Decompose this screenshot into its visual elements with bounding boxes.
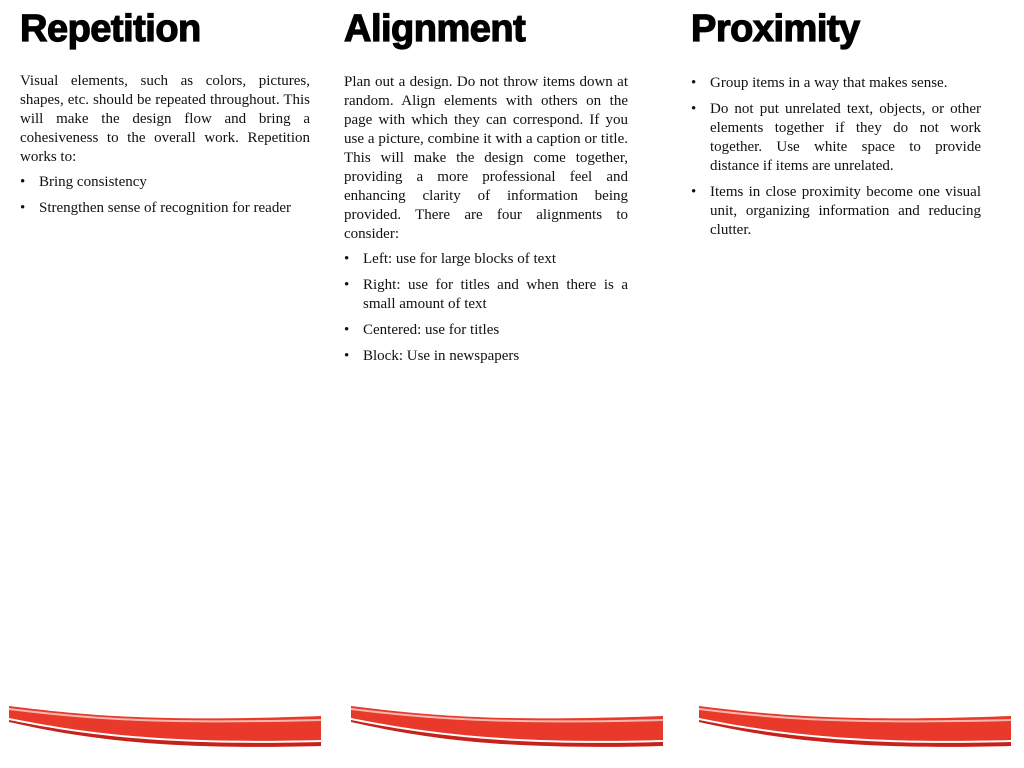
bullet-text: Items in close proximity become one visual unit, organizing information and reducing clutter. [710,184,981,238]
bullet-icon: • [20,200,26,216]
list-item [344,250,628,269]
bullet-text: Block: Use in newspapers [363,348,520,364]
column-proximity [691,0,981,247]
list-item [20,173,310,192]
repetition-bullet-list [20,173,310,218]
column-repetition [20,0,310,225]
list-item [691,100,981,176]
bullet-icon: • [691,184,697,200]
red-wave-decoration [351,700,663,750]
wave-band [351,706,663,741]
list-item [344,321,628,340]
heading-proximity: Proximity [691,8,860,50]
bullet-text: Left: use for large blocks of text [363,251,556,267]
list-item [691,74,981,93]
alignment-body: Plan out a design. Do not throw items down at random. Align elements with others on the page with which they can correspond. If you use a picture, combine it with a caption or title. This will make the design come together, providing a more professional feel and enhancing clarity of information being provided. There are four alignments to consider: [344,74,628,242]
proximity-bullet-list [691,74,981,240]
bullet-icon: • [20,174,26,190]
alignment-bullet-list [344,250,628,366]
column-alignment [344,0,628,373]
bullet-icon: • [691,75,697,91]
wave-band [699,706,1011,741]
list-item [344,347,628,366]
bullet-text: Bring consistency [39,174,147,190]
bullet-icon: • [344,277,350,293]
bullet-icon: • [344,251,350,267]
wave-band [9,706,321,741]
bullet-text: Do not put unrelated text, objects, or other elements together if they do not work together. Use white space to provide distance if items are unrelated. [710,101,981,174]
bullet-text: Strengthen sense of recognition for reader [39,200,291,216]
bullet-icon: • [344,348,350,364]
list-item [344,276,628,314]
heading-alignment: Alignment [344,8,526,50]
red-wave-decoration [9,700,321,750]
bullet-icon: • [344,322,350,338]
repetition-body: Visual elements, such as colors, pictures, shapes, etc. should be repeated throughout. This will make the design flow and bring a cohesiveness to the overall work. Repetition works to: [20,73,310,165]
heading-repetition: Repetition [20,8,201,50]
bullet-text: Centered: use for titles [363,322,500,338]
list-item [691,183,981,240]
list-item [20,199,310,218]
red-wave-decoration [699,700,1011,750]
bullet-icon: • [691,101,697,117]
bullet-text: Group items in a way that makes sense. [710,75,948,91]
bullet-text: Right: use for titles and when there is a small amount of text [363,277,628,312]
